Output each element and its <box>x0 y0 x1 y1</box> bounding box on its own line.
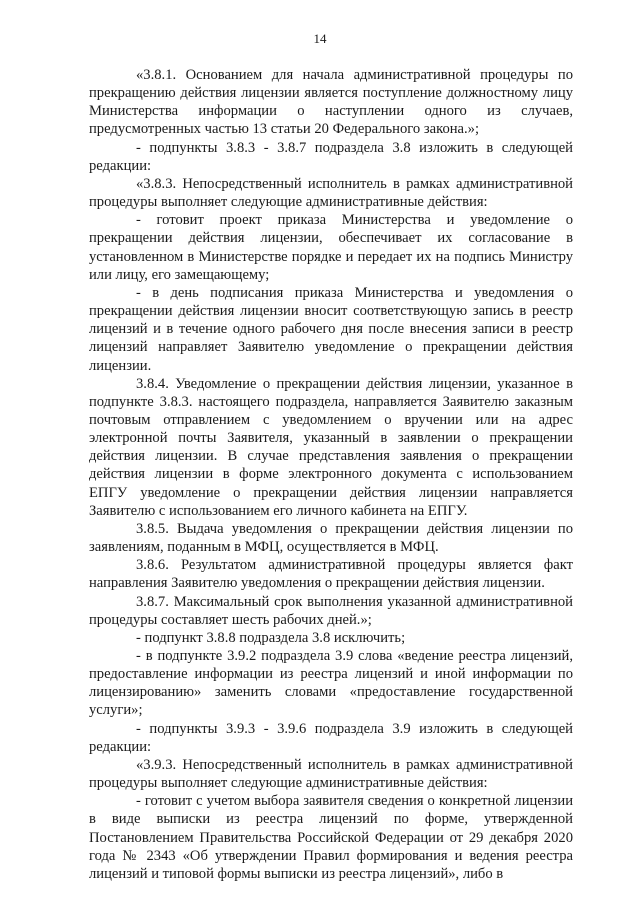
paragraph-action-prepare-extract: - готовит с учетом выбора заявителя сведения о конкретной лицензии в виде выписки из реестра лицензий по форме, утвержденной Постановлением Правительства Российской Федерации от 29 декабря 2020 года № 2343 «Об утверждении Правил формирования и ведения реестра лицензий и типовой формы выписки из реестра лицензий», либо в <box>89 793 573 882</box>
paragraph-exclude-3-8-8: - подпункт 3.8.8 подраздела 3.8 исключить; <box>136 629 406 646</box>
paragraph-action-prepare-order: - готовит проект приказа Министерства и уведомление о прекращении действия лицензии, обеспечивает их согласование в установленном в Министерстве порядке и передает их на подпись Министру или лицу, его замещающему; <box>89 212 573 283</box>
paragraph-3-8-1: «3.8.1. Основанием для начала административной процедуры по прекращению действия лицензии является поступление должностному лицу Министерства информации о наступлении одного из случаев, предусмотренных частью 13 статьи 20 Федерального закона.»; <box>89 67 573 138</box>
paragraph-3-8-7: 3.8.7. Максимальный срок выполнения указанной административной процедуры составляет шесть рабочих дней.»; <box>89 593 573 628</box>
paragraph-amend-3-8-3-3-8-7: - подпункты 3.8.3 - 3.8.7 подраздела 3.8 изложить в следующей редакции: <box>89 139 573 174</box>
paragraph-3-8-6: 3.8.6. Результатом административной процедуры является факт направления Заявителю уведомления о прекращении действия лицензии. <box>89 557 573 592</box>
document-body <box>89 66 573 883</box>
paragraph-3-8-4: 3.8.4. Уведомление о прекращении действия лицензии, указанное в подпункте 3.8.3. настоящего подраздела, направляется Заявителю заказным почтовым отправлением с уведомлением о вручении или на адрес электронной почты Заявителя, указанный в заявлении о прекращении действия лицензии. В случае представления заявления о прекращении действия лицензии в форме электронного документа с использованием ЕПГУ уведомление о прекращении действия лицензии направляется Заявителю с использованием его личного кабинета на ЕПГУ. <box>89 375 573 519</box>
paragraph-action-register-entry: - в день подписания приказа Министерства и уведомления о прекращении действия лицензии вносит соответствующую запись в реестр лицензий и в течение одного рабочего дня после внесения записи в реестр лицензий направляет Заявителю уведомление о прекращении действия лицензии. <box>89 284 573 374</box>
paragraph-3-9-3: «3.9.3. Непосредственный исполнитель в рамках административной процедуры выполняет следующие административные действия: <box>89 756 573 792</box>
paragraph-amend-3-9-2: - в подпункте 3.9.2 подраздела 3.9 слова «ведение реестра лицензий, предоставление информации из реестра лицензий и иной информации по лицензированию» заменить словами «предоставление государственной услуги»; <box>89 648 573 719</box>
paragraph-3-8-5: 3.8.5. Выдача уведомления о прекращении действия лицензии по заявлениям, поданным в МФЦ, осуществляется в МФЦ. <box>89 520 573 556</box>
page-number: 14 <box>313 31 327 46</box>
paragraph-3-8-3: «3.8.3. Непосредственный исполнитель в рамках административной процедуры выполняет следующие административные действия: <box>89 175 573 211</box>
paragraph-amend-3-9-3-3-9-6: - подпункты 3.9.3 - 3.9.6 подраздела 3.9 изложить в следующей редакции: <box>89 720 573 755</box>
